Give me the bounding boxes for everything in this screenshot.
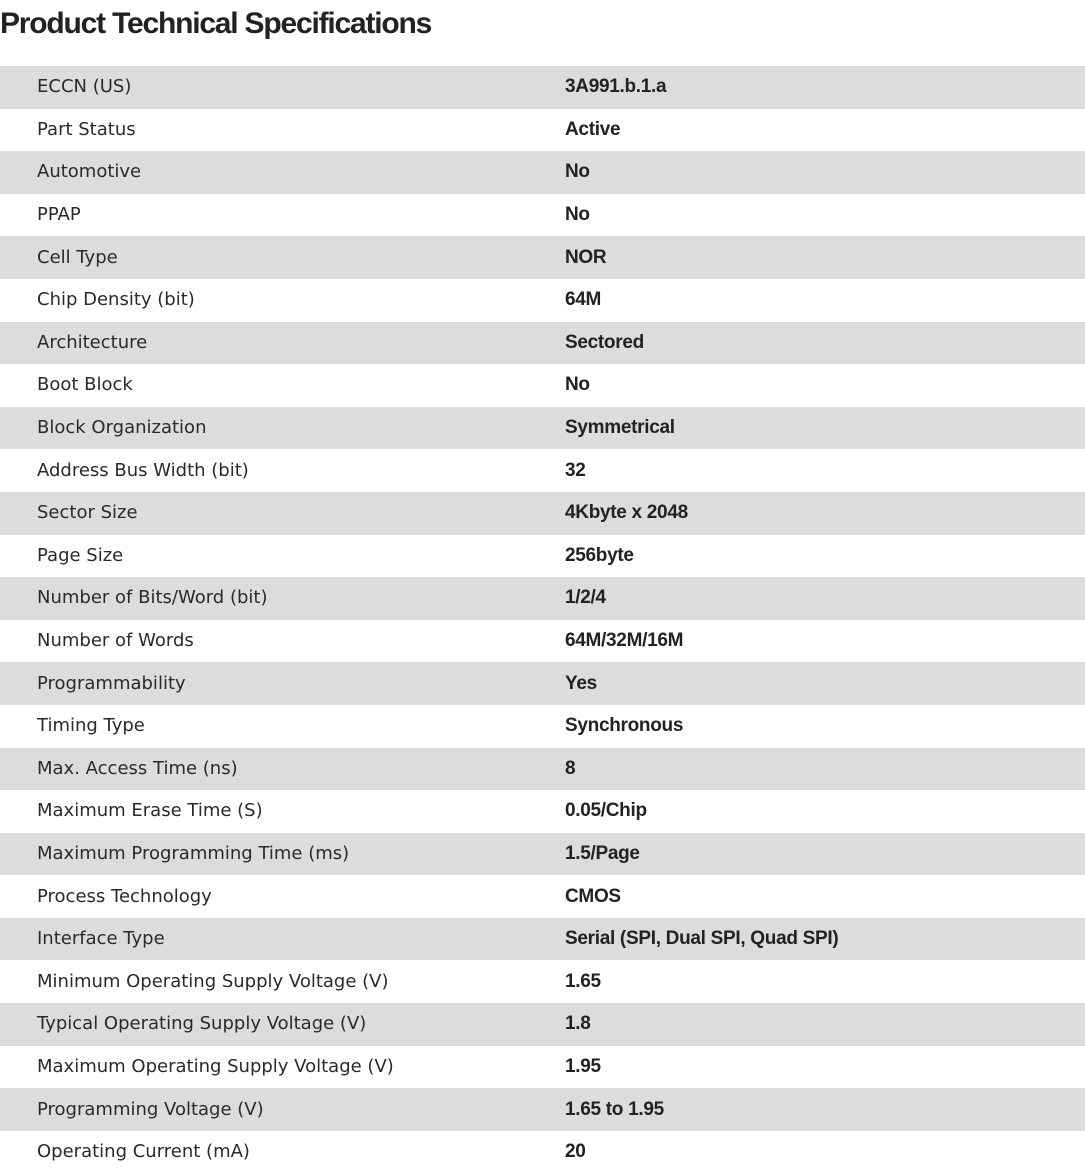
page-title: Product Technical Specifications (0, 7, 432, 40)
spec-label: Automotive (0, 151, 565, 194)
spec-value: Serial (SPI, Dual SPI, Quad SPI) (565, 918, 1085, 961)
spec-value: Sectored (565, 322, 1085, 365)
spec-value: No (565, 151, 1085, 194)
spec-value: Synchronous (565, 705, 1085, 748)
spec-row (0, 960, 1085, 1003)
spec-row (0, 407, 1085, 450)
spec-row (0, 194, 1085, 237)
spec-row (0, 577, 1085, 620)
spec-label: Process Technology (0, 875, 565, 918)
spec-value: 1.5/Page (565, 833, 1085, 876)
spec-row (0, 151, 1085, 194)
spec-label: Maximum Programming Time (ms) (0, 833, 565, 876)
spec-row (0, 364, 1085, 407)
spec-value: Yes (565, 662, 1085, 705)
spec-row (0, 1046, 1085, 1089)
spec-value: No (565, 364, 1085, 407)
spec-table (0, 66, 1085, 1173)
spec-row (0, 662, 1085, 705)
spec-row (0, 790, 1085, 833)
spec-label: Block Organization (0, 407, 565, 450)
spec-row (0, 918, 1085, 961)
spec-label: PPAP (0, 194, 565, 237)
spec-label: ECCN (US) (0, 66, 565, 109)
spec-value: 0.05/Chip (565, 790, 1085, 833)
spec-row (0, 236, 1085, 279)
spec-row (0, 322, 1085, 365)
spec-label: Max. Access Time (ns) (0, 748, 565, 791)
spec-label: Number of Words (0, 620, 565, 663)
spec-value: 1.65 (565, 960, 1085, 1003)
spec-label: Interface Type (0, 918, 565, 961)
spec-label: Page Size (0, 535, 565, 578)
spec-label: Sector Size (0, 492, 565, 535)
spec-value: 1/2/4 (565, 577, 1085, 620)
spec-row (0, 449, 1085, 492)
spec-row (0, 748, 1085, 791)
spec-row (0, 833, 1085, 876)
spec-value: CMOS (565, 875, 1085, 918)
spec-label: Timing Type (0, 705, 565, 748)
spec-row (0, 620, 1085, 663)
spec-row (0, 109, 1085, 152)
spec-row (0, 1088, 1085, 1131)
spec-value: 32 (565, 449, 1085, 492)
spec-label: Typical Operating Supply Voltage (V) (0, 1003, 565, 1046)
spec-label: Programming Voltage (V) (0, 1088, 565, 1131)
spec-value: Active (565, 109, 1085, 152)
spec-value: No (565, 194, 1085, 237)
spec-value: 64M/32M/16M (565, 620, 1085, 663)
spec-row (0, 705, 1085, 748)
spec-label: Number of Bits/Word (bit) (0, 577, 565, 620)
spec-value: 3A991.b.1.a (565, 66, 1085, 109)
spec-value: 4Kbyte x 2048 (565, 492, 1085, 535)
spec-row (0, 492, 1085, 535)
spec-row (0, 1131, 1085, 1173)
spec-label: Programmability (0, 662, 565, 705)
spec-value: 1.8 (565, 1003, 1085, 1046)
spec-row (0, 1003, 1085, 1046)
spec-value: NOR (565, 236, 1085, 279)
spec-label: Chip Density (bit) (0, 279, 565, 322)
spec-row (0, 66, 1085, 109)
spec-label: Boot Block (0, 364, 565, 407)
spec-label: Architecture (0, 322, 565, 365)
spec-label: Minimum Operating Supply Voltage (V) (0, 960, 565, 1003)
spec-value: 256byte (565, 535, 1085, 578)
spec-value: 64M (565, 279, 1085, 322)
spec-value: 1.65 to 1.95 (565, 1088, 1085, 1131)
spec-label: Cell Type (0, 236, 565, 279)
spec-value: 8 (565, 748, 1085, 791)
spec-value: 20 (565, 1131, 1085, 1173)
spec-row (0, 535, 1085, 578)
spec-label: Part Status (0, 109, 565, 152)
spec-row (0, 279, 1085, 322)
spec-label: Maximum Erase Time (S) (0, 790, 565, 833)
spec-row (0, 875, 1085, 918)
spec-value: 1.95 (565, 1046, 1085, 1089)
spec-value: Symmetrical (565, 407, 1085, 450)
spec-label: Address Bus Width (bit) (0, 449, 565, 492)
spec-label: Operating Current (mA) (0, 1131, 565, 1173)
spec-label: Maximum Operating Supply Voltage (V) (0, 1046, 565, 1089)
